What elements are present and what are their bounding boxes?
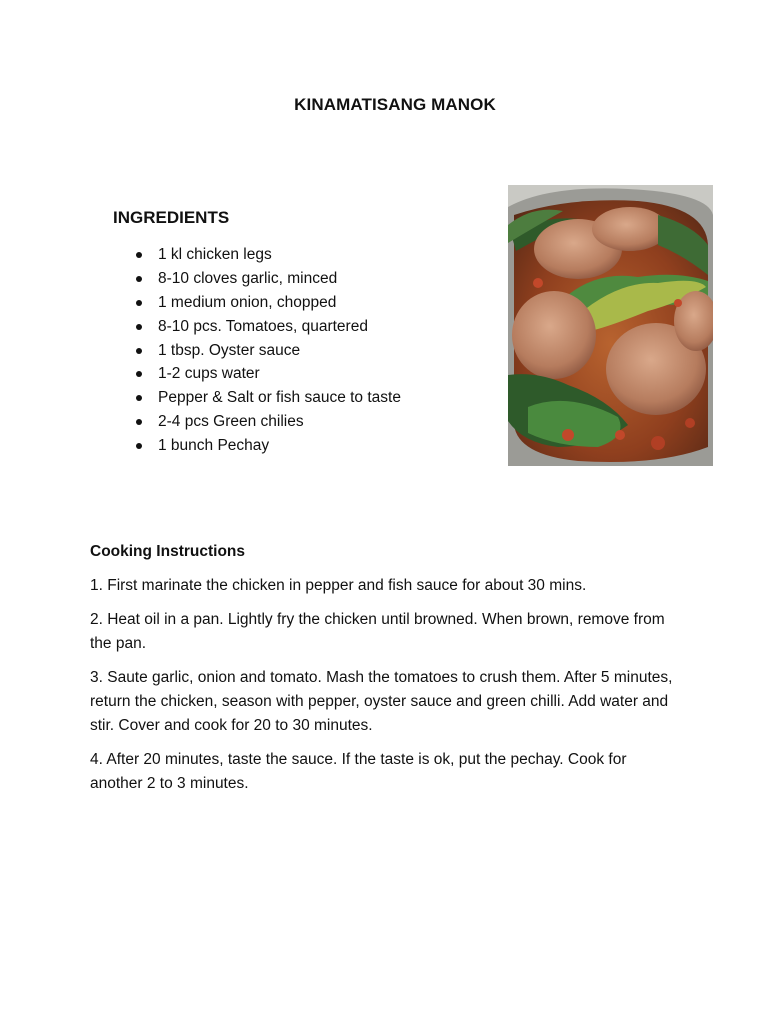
ingredient-text: 1 kl chicken legs [158,246,272,263]
list-item [134,410,401,434]
list-item [134,434,401,458]
ingredient-text: 1 medium onion, chopped [158,293,337,311]
list-item [134,267,401,291]
cooking-instructions [90,540,675,806]
bullet-icon [136,348,142,354]
instruction-step: 2. Heat oil in a pan. Lightly fry the chicken until browned. When brown, remove from the pan. [90,611,665,652]
instruction-step: 1. First marinate the chicken in pepper and fish sauce for about 30 mins. [90,577,587,594]
bullet-icon [136,395,142,401]
list-item [134,339,401,363]
ingredients-heading: INGREDIENTS [113,208,230,227]
bullet-icon [136,324,142,330]
bullet-icon [136,300,142,306]
ingredient-text: 2-4 pcs Green chilies [158,413,304,431]
ingredient-text: 1 tbsp. Oyster sauce [158,341,301,359]
recipe-title: KINAMATISANG MANOK [294,95,496,114]
list-item [134,315,401,339]
ingredient-text: 1 bunch Pechay [158,437,270,455]
bullet-icon [136,276,142,282]
ingredient-text: 8-10 cloves garlic, minced [158,269,338,287]
ingredient-text: 8-10 pcs. Tomatoes, quartered [158,317,368,335]
list-item [134,362,401,386]
instruction-step: 4. After 20 minutes, taste the sauce. If the taste is ok, put the pechay. Cook for another 2 to 3 minutes. [90,751,627,792]
bullet-icon [136,419,142,425]
bullet-icon [136,443,142,449]
ingredient-text: Pepper & Salt or fish sauce to taste [158,389,401,407]
list-item [134,291,401,315]
ingredient-text: 1-2 cups water [158,365,260,383]
list-item [134,243,401,267]
ingredients-list [134,243,401,458]
list-item [134,386,401,410]
instruction-step: 3. Saute garlic, onion and tomato. Mash the tomatoes to crush them. After 5 minutes, return the chicken, season with pepper, oyster sauce and green chilli. Add water and stir. Cover and cook for 20 to 30 minutes. [90,669,673,734]
bullet-icon [136,371,142,377]
dish-photo [508,185,713,466]
instructions-heading: Cooking Instructions [90,543,245,560]
bullet-icon [136,252,142,258]
